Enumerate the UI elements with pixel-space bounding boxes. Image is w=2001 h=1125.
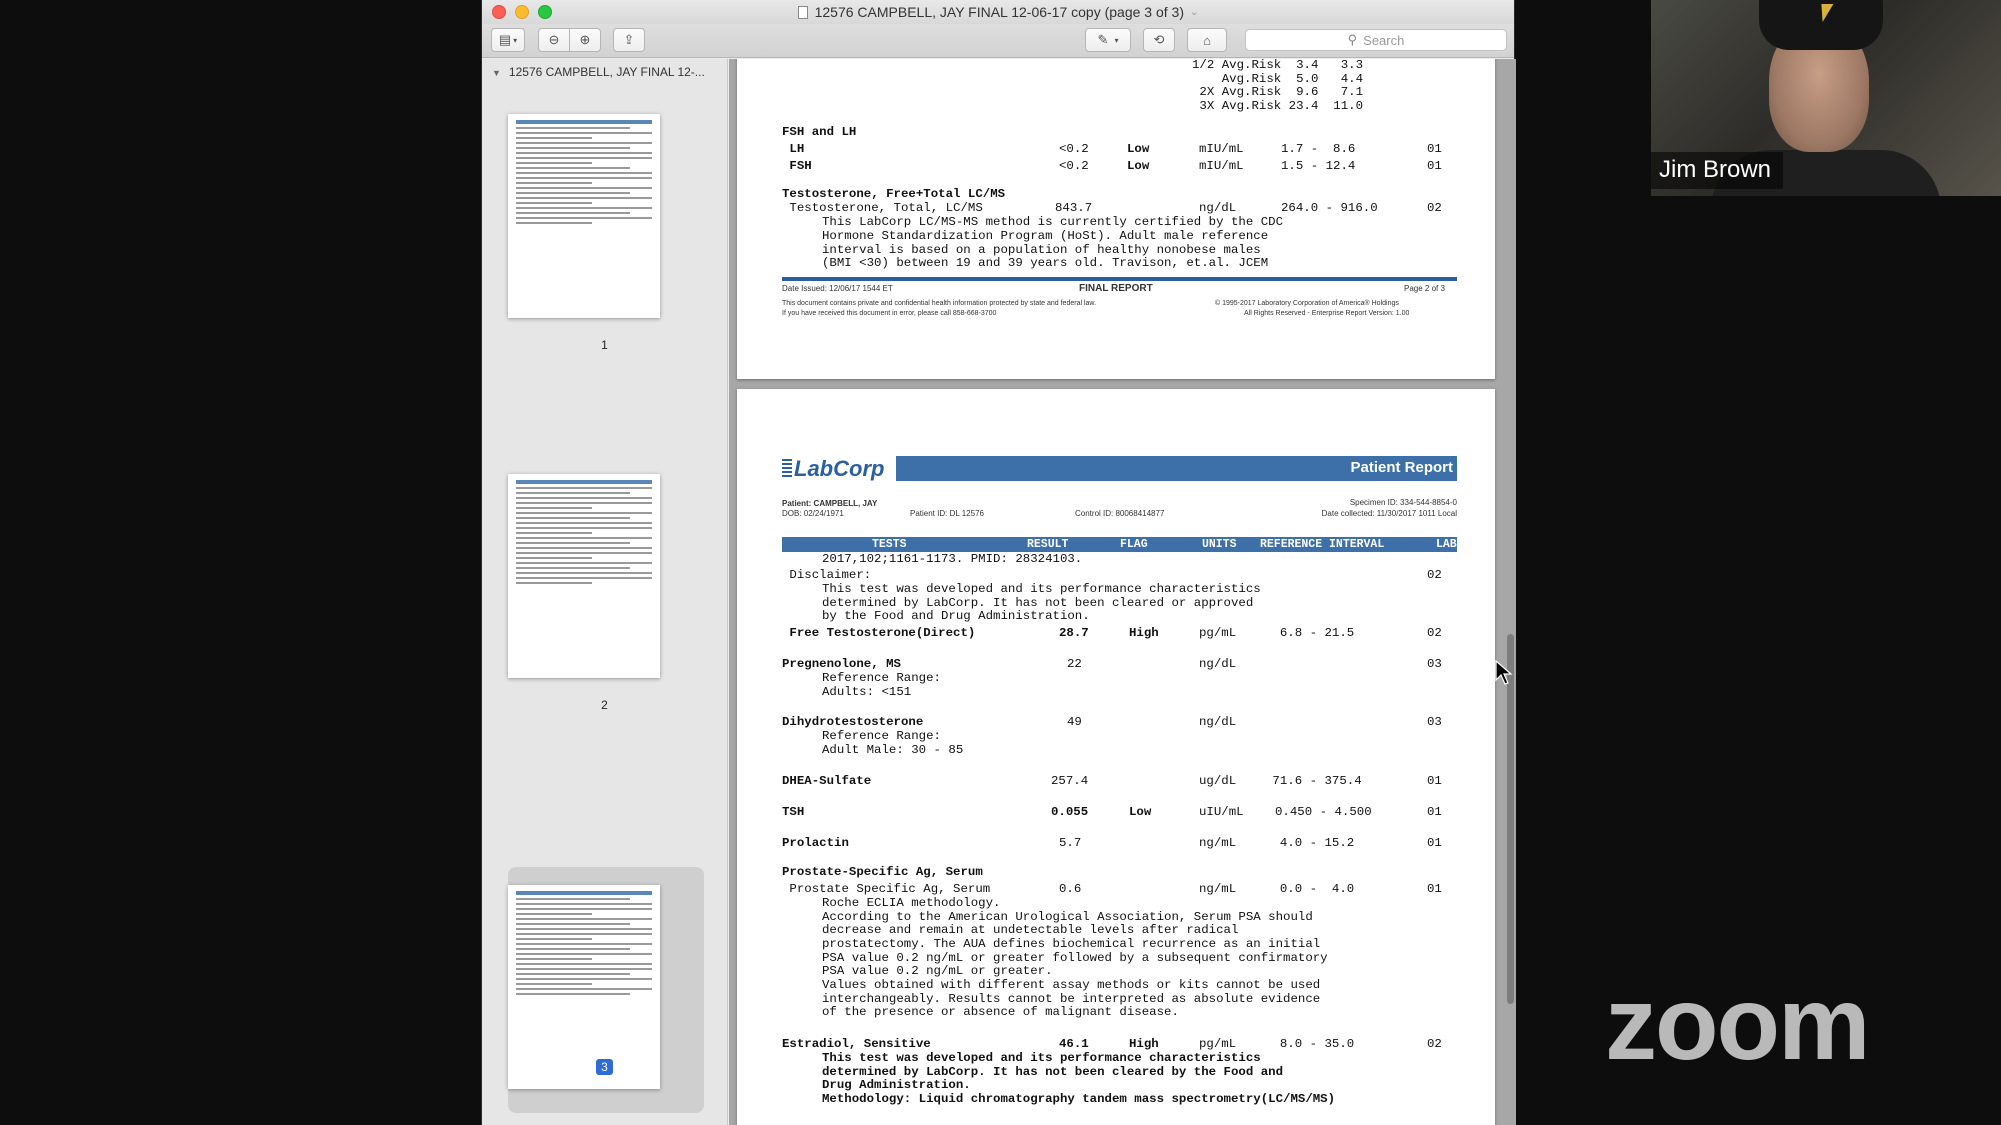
search-input[interactable]	[1245, 29, 1507, 51]
lab-value: 02	[1427, 626, 1442, 640]
labcorp-logo-icon	[782, 459, 792, 479]
test-name: Prolactin	[782, 836, 849, 850]
reference-value: 6.8 - 21.5	[1265, 626, 1355, 640]
zoom-out-icon: ⊖	[548, 32, 560, 47]
reference-value: 0.0 - 4.0	[1265, 882, 1355, 896]
thumbnail-sidebar	[482, 59, 728, 1125]
units-value: ng/dL	[1199, 201, 1237, 215]
report-title: Patient Report	[1350, 459, 1453, 476]
chevron-down-icon: ▾	[513, 35, 518, 45]
note-line: According to the American Urological Association, Serum PSA should	[822, 910, 1313, 924]
footer-confidential: If you have received this document in error, please call 858-668-3700	[782, 310, 997, 317]
preview-window	[481, 0, 1515, 1125]
flag-value: Low	[1127, 142, 1150, 156]
test-name: Pregnenolone, MS	[782, 657, 901, 671]
note-line: by the Food and Drug Administration.	[822, 609, 1090, 623]
footer-copyright: © 1995-2017 Laboratory Corporation of America® Holdings	[1215, 300, 1399, 307]
col-lab: LAB	[1436, 538, 1457, 551]
page-3	[737, 389, 1495, 1125]
results-column-header	[782, 537, 1457, 552]
disclosure-triangle-icon[interactable]: ▼	[492, 68, 501, 78]
units-value: mIU/mL	[1199, 142, 1244, 156]
pen-icon: ✎	[1097, 32, 1109, 47]
result-value: <0.2	[1059, 142, 1089, 156]
selected-page-badge: 3	[596, 1059, 613, 1075]
window-title: 12576 CAMPBELL, JAY FINAL 12-06-17 copy (page 3 of 3)	[814, 4, 1184, 20]
flag-value: High	[1129, 1037, 1159, 1051]
note-line: This LabCorp LC/MS-MS method is currently certified by the CDC	[822, 215, 1284, 229]
minimize-window-button[interactable]	[515, 5, 529, 19]
sidebar-document-header[interactable]	[492, 65, 705, 79]
note-line: interchangeably. Results cannot be interpreted as absolute evidence	[822, 992, 1321, 1006]
test-name: Dihydrotestosterone	[782, 715, 924, 729]
participant-video-tile[interactable]	[1651, 0, 2001, 196]
lab-value: 03	[1427, 715, 1442, 729]
reference-value: 264.0 - 916.0	[1281, 201, 1378, 215]
note-line: Reference Range:	[822, 671, 941, 685]
note-line: of the presence or absence of malignant disease.	[822, 1005, 1179, 1019]
sidebar-icon: ▤	[498, 32, 512, 47]
lab-value: 02	[1427, 1037, 1442, 1051]
section-heading: Testosterone, Free+Total LC/MS	[782, 187, 1006, 201]
patient-id: Patient ID: DL 12576	[910, 509, 984, 518]
col-flag: FLAG	[1120, 538, 1148, 551]
patient-name: Patient: CAMPBELL, JAY	[782, 499, 878, 508]
units-value: ug/dL	[1199, 774, 1237, 788]
result-value: 257.4	[1051, 774, 1089, 788]
flag-value: High	[1129, 626, 1159, 640]
toolbox-button[interactable]	[1187, 28, 1227, 52]
note-line: prostatectomy. The AUA defines biochemical recurrence as an initial	[822, 937, 1321, 951]
lab-value: 02	[1427, 568, 1442, 582]
result-value: 28.7	[1059, 626, 1089, 640]
col-tests: TESTS	[872, 538, 907, 551]
chevron-down-icon[interactable]: ⌄	[1190, 6, 1199, 18]
col-reference: REFERENCE INTERVAL	[1260, 538, 1385, 551]
result-value: 22	[1067, 657, 1082, 671]
test-name: Free Testosterone(Direct)	[782, 626, 976, 640]
mouse-cursor-icon	[1495, 660, 1513, 686]
test-name: Testosterone, Total, LC/MS	[782, 201, 983, 215]
document-view[interactable]	[729, 59, 1516, 1125]
reference-value: 8.0 - 35.0	[1265, 1037, 1355, 1051]
note-line: 2017,102;1161-1173. PMID: 28324103.	[822, 552, 1083, 566]
units-value: ng/mL	[1199, 882, 1237, 896]
risk-line: Avg.Risk 5.0 4.4	[1192, 72, 1364, 86]
test-name: LH	[782, 142, 805, 156]
result-value: 49	[1067, 715, 1082, 729]
share-button[interactable]	[613, 28, 645, 52]
zoom-in-button[interactable]	[569, 28, 601, 52]
markup-button[interactable]	[1085, 28, 1131, 52]
result-value: 46.1	[1059, 1037, 1089, 1051]
note-line: decrease and remain at undetectable levels after radical	[822, 923, 1239, 937]
zoom-in-icon: ⊕	[579, 32, 591, 47]
labcorp-logo	[782, 456, 896, 481]
flag-value: Low	[1129, 805, 1152, 819]
search-placeholder: Search	[1363, 32, 1405, 48]
zoom-out-button[interactable]	[538, 28, 570, 52]
chevron-down-icon: ▾	[1114, 35, 1119, 45]
note-line: Adult Male: 30 - 85	[822, 743, 964, 757]
footer-final-report: FINAL REPORT	[1079, 283, 1153, 294]
page-thumbnail-1[interactable]	[508, 114, 660, 318]
units-value: mIU/mL	[1199, 159, 1244, 173]
result-value: 0.6	[1059, 882, 1082, 896]
result-value: 843.7	[1055, 201, 1093, 215]
reference-value: 71.6 - 375.4	[1265, 774, 1362, 788]
sidebar-document-name: 12576 CAMPBELL, JAY FINAL 12-...	[508, 65, 705, 79]
rotate-icon: ⟲	[1153, 32, 1165, 47]
lab-value: 01	[1427, 142, 1442, 156]
risk-line: 3X Avg.Risk 23.4 11.0	[1192, 99, 1364, 113]
toolbar	[482, 24, 1514, 58]
section-heading: FSH and LH	[782, 125, 857, 139]
patient-dob: DOB: 02/24/1971	[782, 509, 844, 518]
reference-value: 1.7 - 8.6	[1281, 142, 1356, 156]
control-id: Control ID: 80068414877	[1075, 509, 1165, 518]
reference-value: 4.0 - 15.2	[1265, 836, 1355, 850]
note-line: determined by LabCorp. It has not been cleared or approved	[822, 596, 1254, 610]
note-line: PSA value 0.2 ng/mL or greater followed by a subsequent confirmatory	[822, 951, 1328, 965]
footer-date-issued: Date Issued: 12/06/17 1544 ET	[782, 284, 893, 293]
col-units: UNITS	[1202, 538, 1237, 551]
lab-value: 03	[1427, 657, 1442, 671]
footer-confidential: This document contains private and confidential health information protected by state and federal law.	[782, 300, 1097, 307]
note-line: determined by LabCorp. It has not been cleared by the Food and	[822, 1065, 1284, 1079]
lab-value: 01	[1427, 882, 1442, 896]
lab-value: 02	[1427, 201, 1442, 215]
note-line: Roche ECLIA methodology.	[822, 896, 1001, 910]
zoom-window-button[interactable]	[538, 5, 552, 19]
units-value: ng/dL	[1199, 657, 1237, 671]
units-value: pg/mL	[1199, 1037, 1237, 1051]
page-number-3	[482, 1059, 727, 1075]
title-bar	[482, 0, 1514, 24]
page-2	[737, 59, 1495, 379]
logo-text: LabCorp	[794, 456, 885, 481]
page-thumbnail-2[interactable]	[508, 474, 660, 678]
units-value: pg/mL	[1199, 626, 1237, 640]
col-result: RESULT	[1027, 538, 1069, 551]
flag-value: Low	[1127, 159, 1150, 173]
toolbox-icon: ⌂	[1203, 32, 1211, 48]
units-value: ng/mL	[1199, 836, 1237, 850]
reference-value: 0.450 - 4.500	[1275, 805, 1372, 819]
disclaimer-label: Disclaimer:	[782, 568, 872, 582]
note-line: Adults: <151	[822, 685, 912, 699]
test-name: DHEA-Sulfate	[782, 774, 872, 788]
close-window-button[interactable]	[492, 5, 506, 19]
section-heading: Prostate-Specific Ag, Serum	[782, 865, 983, 879]
risk-line: 2X Avg.Risk 9.6 7.1	[1192, 85, 1364, 99]
lab-value: 01	[1427, 805, 1442, 819]
note-line: Reference Range:	[822, 729, 941, 743]
result-value: 5.7	[1059, 836, 1082, 850]
participant-name-label: Jim Brown	[1651, 152, 1783, 189]
note-line: This test was developed and its performance characteristics	[822, 582, 1261, 596]
note-line: This test was developed and its performance characteristics	[822, 1051, 1261, 1065]
lab-value: 01	[1427, 159, 1442, 173]
units-value: uIU/mL	[1199, 805, 1244, 819]
note-line: Hormone Standardization Program (HoSt). Adult male reference	[822, 229, 1269, 243]
window-controls	[492, 5, 552, 19]
footer-rule	[782, 277, 1457, 281]
note-line: Values obtained with different assay methods or kits cannot be used	[822, 978, 1321, 992]
specimen-id: Specimen ID: 334-544-8854-0	[1349, 498, 1457, 507]
sidebar-toggle-button[interactable]	[491, 28, 525, 52]
date-collected: Date collected: 11/30/2017 1011 Local	[1321, 509, 1457, 518]
zoom-watermark-logo: zoom	[1605, 966, 1869, 1082]
page-number-2: 2	[601, 698, 608, 712]
lab-value: 01	[1427, 774, 1442, 788]
units-value: ng/dL	[1199, 715, 1237, 729]
lab-value: 01	[1427, 836, 1442, 850]
document-icon	[798, 6, 808, 19]
test-name: Prostate Specific Ag, Serum	[782, 882, 991, 896]
result-value: 0.055	[1051, 805, 1089, 819]
test-name: FSH	[782, 159, 812, 173]
test-name: Estradiol, Sensitive	[782, 1037, 931, 1051]
note-line: PSA value 0.2 ng/mL or greater.	[822, 964, 1053, 978]
note-line: Drug Administration.	[822, 1078, 971, 1092]
footer-copyright: All Rights Reserved - Enterprise Report Version: 1.00	[1244, 310, 1410, 317]
search-icon: ⚲	[1347, 32, 1358, 47]
result-value: <0.2	[1059, 159, 1089, 173]
footer-page-number: Page 2 of 3	[1404, 284, 1445, 293]
share-icon: ⇪	[623, 32, 635, 47]
vertical-scrollbar[interactable]	[1507, 634, 1514, 1004]
note-line: Methodology: Liquid chromatography tandem mass spectrometry(LC/MS/MS)	[822, 1092, 1336, 1106]
note-line: interval is based on a population of healthy nonobese males	[822, 243, 1261, 257]
test-name: TSH	[782, 805, 805, 819]
reference-value: 1.5 - 12.4	[1281, 159, 1356, 173]
rotate-button[interactable]	[1143, 28, 1175, 52]
page-number-1: 1	[601, 338, 608, 352]
risk-line: 1/2 Avg.Risk 3.4 3.3	[1192, 59, 1364, 72]
note-line: (BMI <30) between 19 and 39 years old. Travison, et.al. JCEM	[822, 256, 1269, 270]
